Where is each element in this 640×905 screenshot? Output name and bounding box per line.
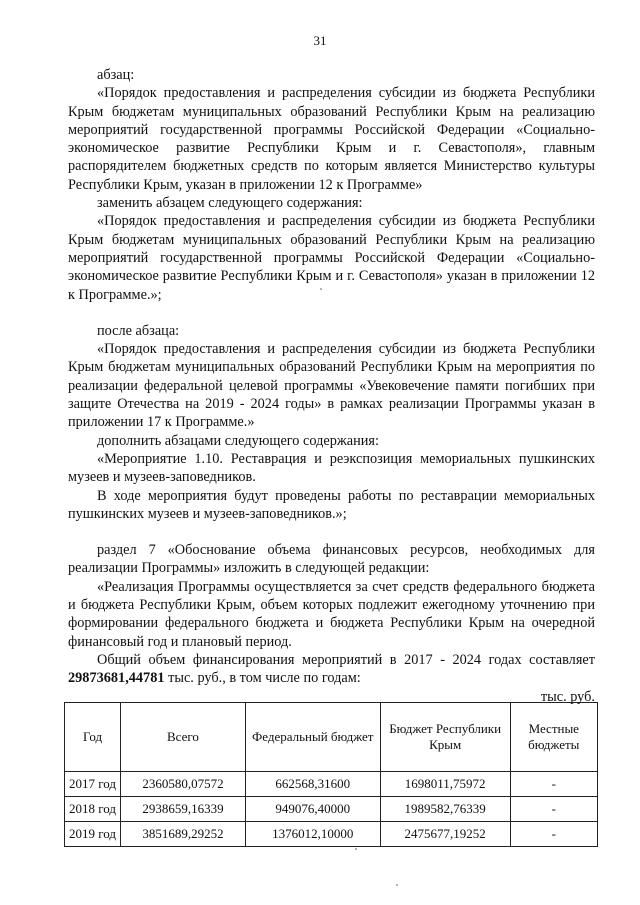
header-local-budgets: Местные бюджеты [510, 703, 597, 772]
table-row [65, 772, 598, 797]
cell-local: - [510, 797, 597, 822]
paragraph-old-order-text: «Порядок предоставления и распределения субсидии из бюджета Республики Крым бюджетам муниципальных образований Республики Крым на реализацию мероприятий государственной программы Российской Федерации «Социально-экономическое развитие Республики Крым и г. Севастополя», главным распорядителем бюджетных средств по которым является Министерство культуры Республики Крым, указан в приложении 12 к Программе» [68, 85, 595, 193]
cell-federal: 949076,40000 [245, 797, 380, 822]
cell-year: 2019 год [65, 822, 121, 847]
cell-local: - [510, 772, 597, 797]
cell-crimea: 1698011,75972 [380, 772, 510, 797]
cell-crimea: 2475677,19252 [380, 822, 510, 847]
cell-local: - [510, 822, 597, 847]
cell-total: 2360580,07572 [121, 772, 245, 797]
table-row [65, 797, 598, 822]
total-funding-amount: 29873681,44781 [68, 670, 165, 687]
paragraph-add-instruction: дополнить абзацами следующего содержания: [97, 432, 379, 449]
cell-year: 2017 год [65, 772, 121, 797]
scan-speck [320, 288, 322, 290]
paragraph-total-funding [68, 651, 595, 688]
units-label: тыс. руб. [540, 688, 595, 705]
cell-crimea: 1989582,76339 [380, 797, 510, 822]
cell-total: 2938659,16339 [121, 797, 245, 822]
table-header-row [65, 703, 598, 772]
table-row [65, 822, 598, 847]
funding-table [64, 702, 598, 847]
header-total: Всего [121, 703, 245, 772]
cell-federal: 662568,31600 [245, 772, 380, 797]
paragraph-new-order-text: «Порядок предоставления и распределения субсидии из бюджета Республики Крым бюджетам муниципальных образований Республики Крым на реализацию мероприятий государственной программы Российской Федерации «Социально-экономическое развитие Республики Крым и г. Севастополя» указан в приложении 12 к Программе.»; [68, 213, 595, 303]
paragraph-memorial-program-text: «Порядок предоставления и распределения субсидии из бюджета Республики Крым бюджетам муниципальных образований Республики Крым на мероприятия по реализации федеральной целевой программы «Увековечение памяти погибших при защите Отечества на 2019 - 2024 годы» в рамках реализации Программы указан в приложении 17 к Программе.» [68, 341, 595, 431]
cell-total: 3851689,29252 [121, 822, 245, 847]
paragraph-measure-1-10: «Мероприятие 1.10. Реставрация и реэкспозиция мемориальных пушкинских музеев и музеев-заповедников. [68, 450, 595, 486]
paragraph-replace-instruction: заменить абзацем следующего содержания: [97, 195, 363, 212]
paragraph-after-abzac: после абзаца: [97, 322, 180, 339]
total-funding-text: Общий объем финансирования мероприятий в 2017 - 2024 годах составляет [97, 651, 595, 668]
scan-speck [396, 884, 398, 886]
cell-year: 2018 год [65, 797, 121, 822]
paragraph-funding-sources: «Реализация Программы осуществляется за счет средств федерального бюджета и бюджета Республики Крым, объем которых подлежит ежегодному уточнению при формировании федерального бюджета и бюджета Республики Крым на очередной финансовый год и плановый период. [68, 578, 595, 650]
header-federal-budget: Федеральный бюджет [245, 703, 380, 772]
cell-federal: 1376012,10000 [245, 822, 380, 847]
header-year: Год [65, 703, 121, 772]
page-number: 31 [313, 33, 327, 48]
total-funding-rest: тыс. руб., в том числе по годам: [164, 670, 361, 687]
document-body [68, 66, 595, 706]
header-crimea-budget: Бюджет Республики Крым [380, 703, 510, 772]
paragraph-intro-abzac: абзац: [97, 67, 135, 83]
paragraph-section-7: раздел 7 «Обоснование объема финансовых ресурсов, необходимых для реализации Программы» изложить в следующей редакции: [68, 542, 595, 577]
scan-speck [355, 848, 357, 850]
paragraph-restoration-works: В ходе мероприятия будут проведены работы по реставрации мемориальных пушкинских музеев и музеев-заповедников.»; [68, 487, 595, 522]
